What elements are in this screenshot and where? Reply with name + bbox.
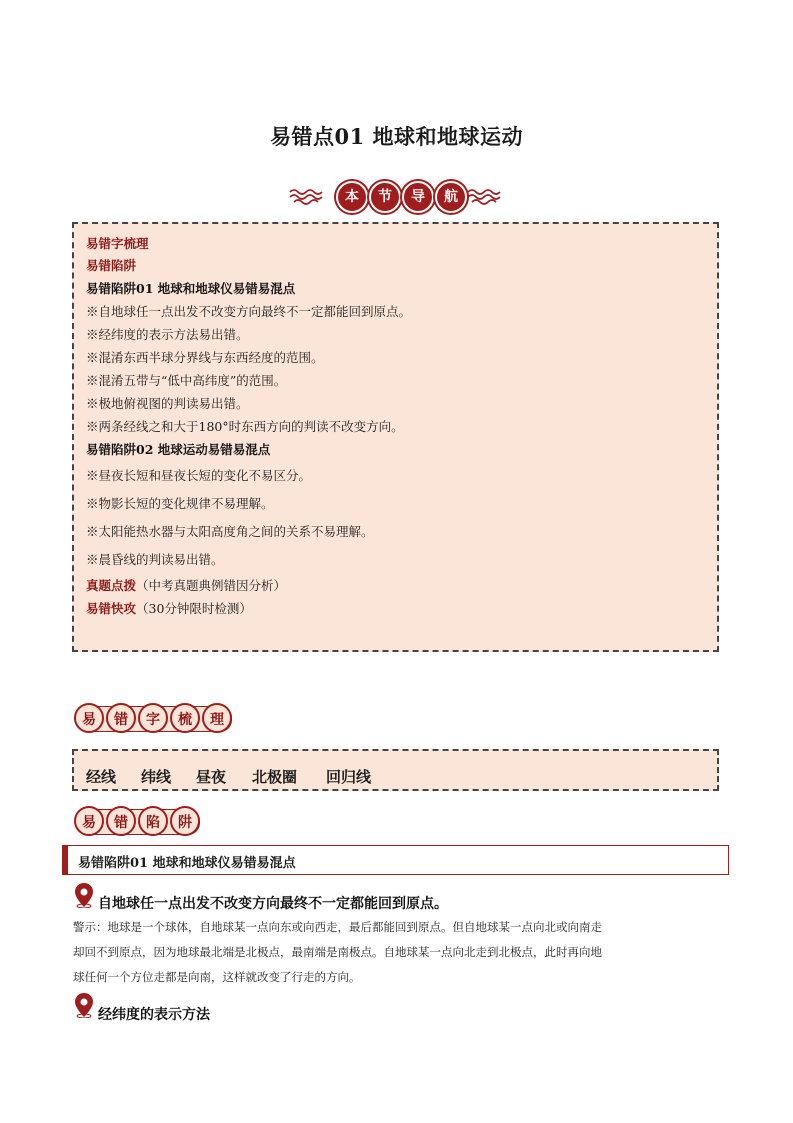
toc-point: ※混淆五带与“低中高纬度”的范围。 (86, 373, 287, 388)
toc-box (72, 222, 719, 652)
section-banner-traps (72, 806, 204, 840)
term: 北极圈 (252, 768, 298, 786)
toc-point: ※经纬度的表示方法易出错。 (86, 327, 249, 342)
nav-char: 导 (402, 181, 434, 213)
nav-char: 节 (369, 181, 401, 213)
section-char: 陷 (138, 806, 168, 836)
location-pin-icon (74, 992, 94, 1018)
section-char: 易 (74, 703, 104, 733)
trap-header (62, 845, 729, 875)
toc-point: ※混淆东西半球分界线与东西经度的范围。 (86, 350, 324, 365)
section-char: 错 (106, 703, 136, 733)
toc-item[interactable]: 易错陷阱 (86, 258, 137, 273)
section-char: 理 (202, 703, 232, 733)
toc-point: ※晨昏线的判读易出错。 (86, 552, 224, 567)
term: 回归线 (326, 768, 372, 786)
toc-point: ※物影长短的变化规律不易理解。 (86, 496, 274, 511)
nav-banner (288, 180, 506, 214)
paragraph-line: 球任何一个方位走都是向南，这样就改变了行走的方向。 (73, 970, 361, 984)
terms-box (72, 749, 719, 791)
section-char: 错 (106, 806, 136, 836)
term: 昼夜 (196, 768, 227, 786)
point-title: 经纬度的表示方法 (98, 1007, 210, 1023)
location-pin-icon (74, 882, 94, 908)
section-char: 字 (138, 703, 168, 733)
toc-point: ※昼夜长短和昼夜长短的变化不易区分。 (86, 468, 312, 483)
toc-point: ※两条经线之和大于180°时东西方向的判读不改变方向。 (86, 419, 404, 434)
section-char: 阱 (170, 806, 200, 836)
toc-item[interactable]: 易错陷阱02 地球运动易错易混点 (86, 442, 271, 457)
trap-header-label: 易错陷阱01 地球和地球仪易错易混点 (78, 856, 296, 871)
section-char: 梳 (170, 703, 200, 733)
section-char: 易 (74, 806, 104, 836)
paragraph-line: 却回不到原点，因为地球最北端是北极点，最南端是南极点。自地球某一点向北走到北极点，此时再向地 (73, 945, 602, 959)
toc-item[interactable]: 易错字梳理 (86, 236, 149, 251)
section-banner-terms (72, 703, 237, 737)
toc-point: ※极地俯视图的判读易出错。 (86, 396, 249, 411)
toc-item-note: （中考真题典例错因分析） (136, 578, 287, 593)
page-title: 易错点01 地球和地球运动 (269, 124, 524, 149)
term: 纬线 (141, 768, 172, 786)
toc-point: ※自地球任一点出发不改变方向最终不一定都能回到原点。 (86, 304, 412, 319)
toc-item-note: （30分钟限时检测） (136, 601, 252, 616)
nav-char: 航 (435, 181, 467, 213)
nav-char: 本 (336, 181, 368, 213)
term: 经线 (86, 768, 117, 786)
point-title: 自地球任一点出发不改变方向最终不一定都能回到原点。 (98, 896, 448, 912)
point-paragraph (73, 915, 723, 990)
toc-item-label: 易错快攻 (86, 601, 137, 616)
toc-item[interactable] (86, 576, 286, 594)
toc-item[interactable]: 易错陷阱01 地球和地球仪易错易混点 (86, 281, 296, 296)
toc-point: ※太阳能热水器与太阳高度角之间的关系不易理解。 (86, 524, 374, 539)
toc-item-label: 真题点拨 (86, 578, 137, 593)
paragraph-line: 警示：地球是一个球体，自地球某一点向东或向西走，最后都能回到原点。但自地球某一点向北或向南走 (73, 920, 602, 934)
toc-item[interactable] (86, 599, 252, 617)
